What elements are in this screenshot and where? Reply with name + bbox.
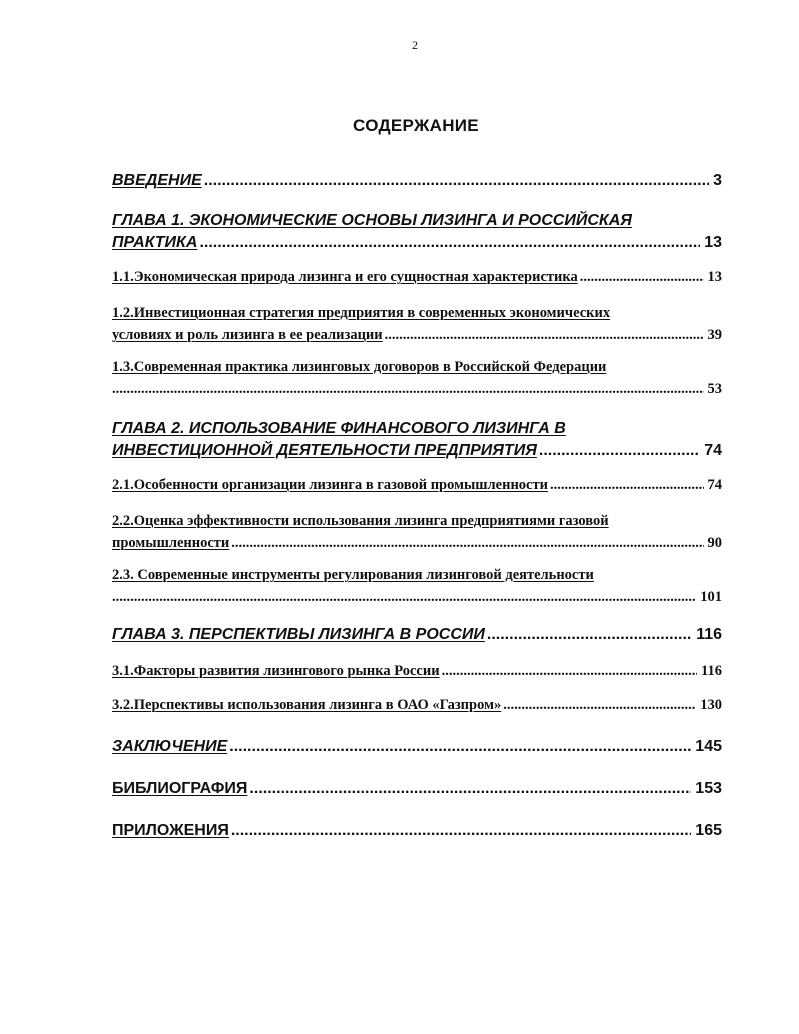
toc-entry-text[interactable]: ЗАКЛЮЧЕНИЕ (112, 738, 228, 755)
leader-dots (112, 586, 696, 608)
toc-page-number: 3 (713, 172, 722, 189)
toc-entry-text[interactable]: ПРИЛОЖЕНИЯ (112, 822, 229, 839)
leader-dots (204, 170, 709, 192)
toc-page-number: 13 (707, 269, 722, 285)
toc-entry-text[interactable]: ГЛАВА 3. ПЕРСПЕКТИВЫ ЛИЗИНГА В РОССИИ (112, 626, 485, 643)
toc-page-number: 130 (700, 697, 722, 713)
toc-entry-chapter-1[interactable] (112, 210, 722, 254)
toc-entry-text-continued[interactable]: условиях и роль лизинга в ее реализации (112, 327, 383, 343)
toc-entry-text[interactable]: ВВЕДЕНИЕ (112, 172, 202, 189)
toc-page-number: 74 (707, 477, 722, 493)
toc-page-number: 74 (704, 442, 722, 459)
toc-page-number: 90 (707, 535, 722, 551)
leader-dots (385, 324, 704, 346)
toc-page-number: 13 (704, 234, 722, 251)
toc-entry-section-1-2[interactable] (112, 302, 722, 346)
toc-entry-introduction[interactable] (112, 170, 722, 192)
toc-entry-text[interactable]: 1.2.Инвестиционная стратегия предприятия в современных экономических (112, 305, 611, 321)
leader-dots (580, 266, 704, 288)
toc-entry-text[interactable]: 1.1.Экономическая природа лизинга и его сущностная характеристика (112, 269, 578, 285)
leader-dots (229, 736, 691, 758)
toc-entry-text-continued[interactable]: промышленности (112, 535, 230, 551)
toc-entry-chapter-2[interactable] (112, 418, 722, 462)
toc-page-number: 39 (707, 327, 722, 343)
toc-entry-appendices[interactable] (112, 820, 722, 842)
toc-page-number: 165 (695, 822, 722, 839)
toc-entry-text[interactable]: 2.3. Современные инструменты регулирования лизинговой деятельности (112, 567, 594, 583)
toc-entry-text[interactable]: БИБЛИОГРАФИЯ (112, 780, 248, 797)
toc-entry-text[interactable]: 2.1.Особенности организации лизинга в газовой промышленности (112, 477, 548, 493)
toc-entry-conclusion[interactable] (112, 736, 722, 758)
toc-page-number: 101 (700, 589, 722, 605)
toc-page-number: 153 (695, 780, 722, 797)
leader-dots (487, 624, 692, 646)
leader-dots (112, 378, 704, 400)
toc-entry-bibliography[interactable] (112, 778, 722, 800)
toc-entry-text[interactable]: 3.2.Перспективы использования лизинга в ОАО «Газпром» (112, 697, 502, 713)
toc-page-number: 53 (707, 381, 722, 397)
toc-entry-section-2-2[interactable] (112, 510, 722, 554)
leader-dots (231, 820, 691, 842)
leader-dots (503, 694, 696, 716)
toc-entry-text-continued[interactable]: ПРАКТИКА (112, 234, 198, 251)
toc-entry-text[interactable]: 2.2.Оценка эффективности использования лизинга предприятиями газовой (112, 513, 609, 529)
toc-entry-text[interactable]: ГЛАВА 1. ЭКОНОМИЧЕСКИЕ ОСНОВЫ ЛИЗИНГА И РОССИЙСКАЯ (112, 212, 632, 229)
toc-entry-section-2-3[interactable] (112, 564, 722, 608)
leader-dots (199, 232, 700, 254)
toc-entry-text[interactable]: 1.3.Современная практика лизинговых договоров в Российской Федерации (112, 359, 607, 375)
toc-entry-chapter-3[interactable] (112, 624, 722, 646)
leader-dots (442, 660, 697, 682)
leader-dots (539, 440, 700, 462)
page-number: 2 (412, 38, 418, 52)
leader-dots (550, 474, 704, 496)
toc-entry-text[interactable]: 3.1.Факторы развития лизингового рынка России (112, 663, 440, 679)
toc-entry-section-2-1[interactable] (112, 474, 722, 496)
toc-entry-section-3-2[interactable] (112, 694, 722, 716)
leader-dots (231, 532, 703, 554)
toc-entry-section-1-1[interactable] (112, 266, 722, 288)
leader-dots (249, 778, 691, 800)
toc-title: СОДЕРЖАНИЕ (353, 116, 479, 135)
toc-entry-text[interactable]: ГЛАВА 2. ИСПОЛЬЗОВАНИЕ ФИНАНСОВОГО ЛИЗИНГА В (112, 420, 566, 437)
toc-page-number: 145 (695, 738, 722, 755)
toc-entry-section-3-1[interactable] (112, 660, 722, 682)
toc-page-number: 116 (701, 663, 722, 679)
toc-entry-text-continued[interactable]: ИНВЕСТИЦИОННОЙ ДЕЯТЕЛЬНОСТИ ПРЕДПРИЯТИЯ (112, 442, 537, 459)
toc-entry-section-1-3[interactable] (112, 356, 722, 400)
toc-page-number: 116 (696, 626, 722, 643)
